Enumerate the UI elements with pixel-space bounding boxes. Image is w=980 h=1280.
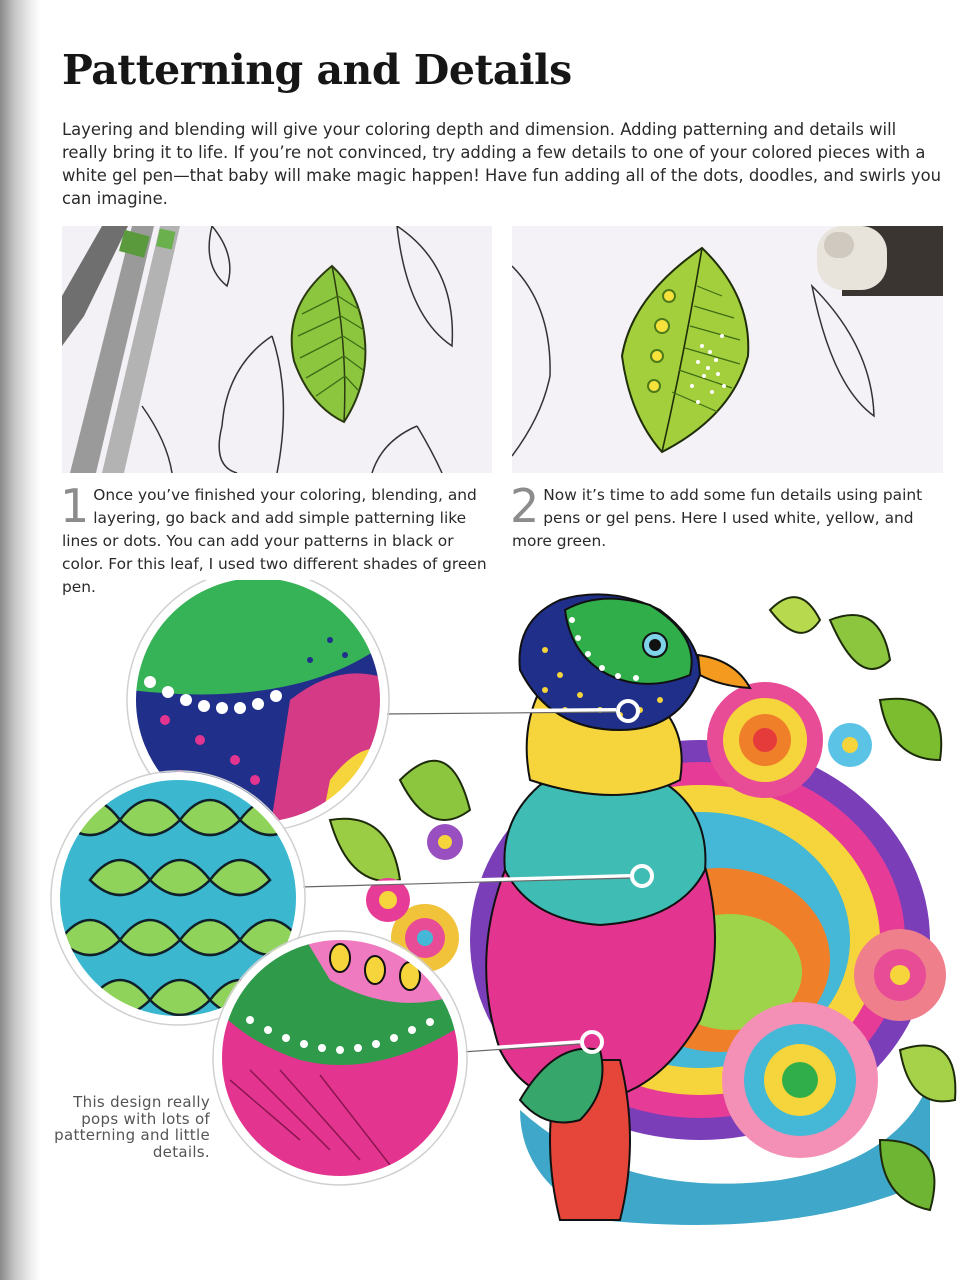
flower-small-blue (828, 723, 872, 767)
flower-purple (427, 824, 463, 860)
flower-right (854, 929, 946, 1021)
step-2-number: 2 (510, 479, 540, 533)
step-2 (510, 479, 940, 553)
flower-bottom (722, 1002, 878, 1158)
page-title: Patterning and Details (62, 46, 572, 94)
artwork-caption: This design really pops with lots of patterning and little details. (54, 1093, 210, 1161)
gel-pen-illustration (817, 226, 943, 296)
step-2-photo (512, 226, 943, 473)
step-1-number: 1 (60, 479, 90, 533)
intro-paragraph: Layering and blending will give your coloring depth and dimension. Adding patterning and details will really bring it to life. If you’re not convinced, try adding a few details to one of your colored pieces with a white gel pen—that baby will make magic happen! Have fun adding all of the dots, doodles, and swirls you can imagine. (62, 120, 942, 208)
step-1-photo (62, 226, 492, 473)
step-2-text: Now it’s time to add some fun details using paint pens or gel pens. Here I used white, yellow, and more green. (512, 486, 923, 550)
zoom-circle-wing (210, 930, 470, 1190)
step-1-text: Once you’ve finished your coloring, blending, and layering, go back and add simple patterning like lines or dots. You can add your patterns in black or color. For this leaf, I used two different shades of green pen. (62, 486, 487, 596)
flower-top-right (707, 682, 823, 798)
